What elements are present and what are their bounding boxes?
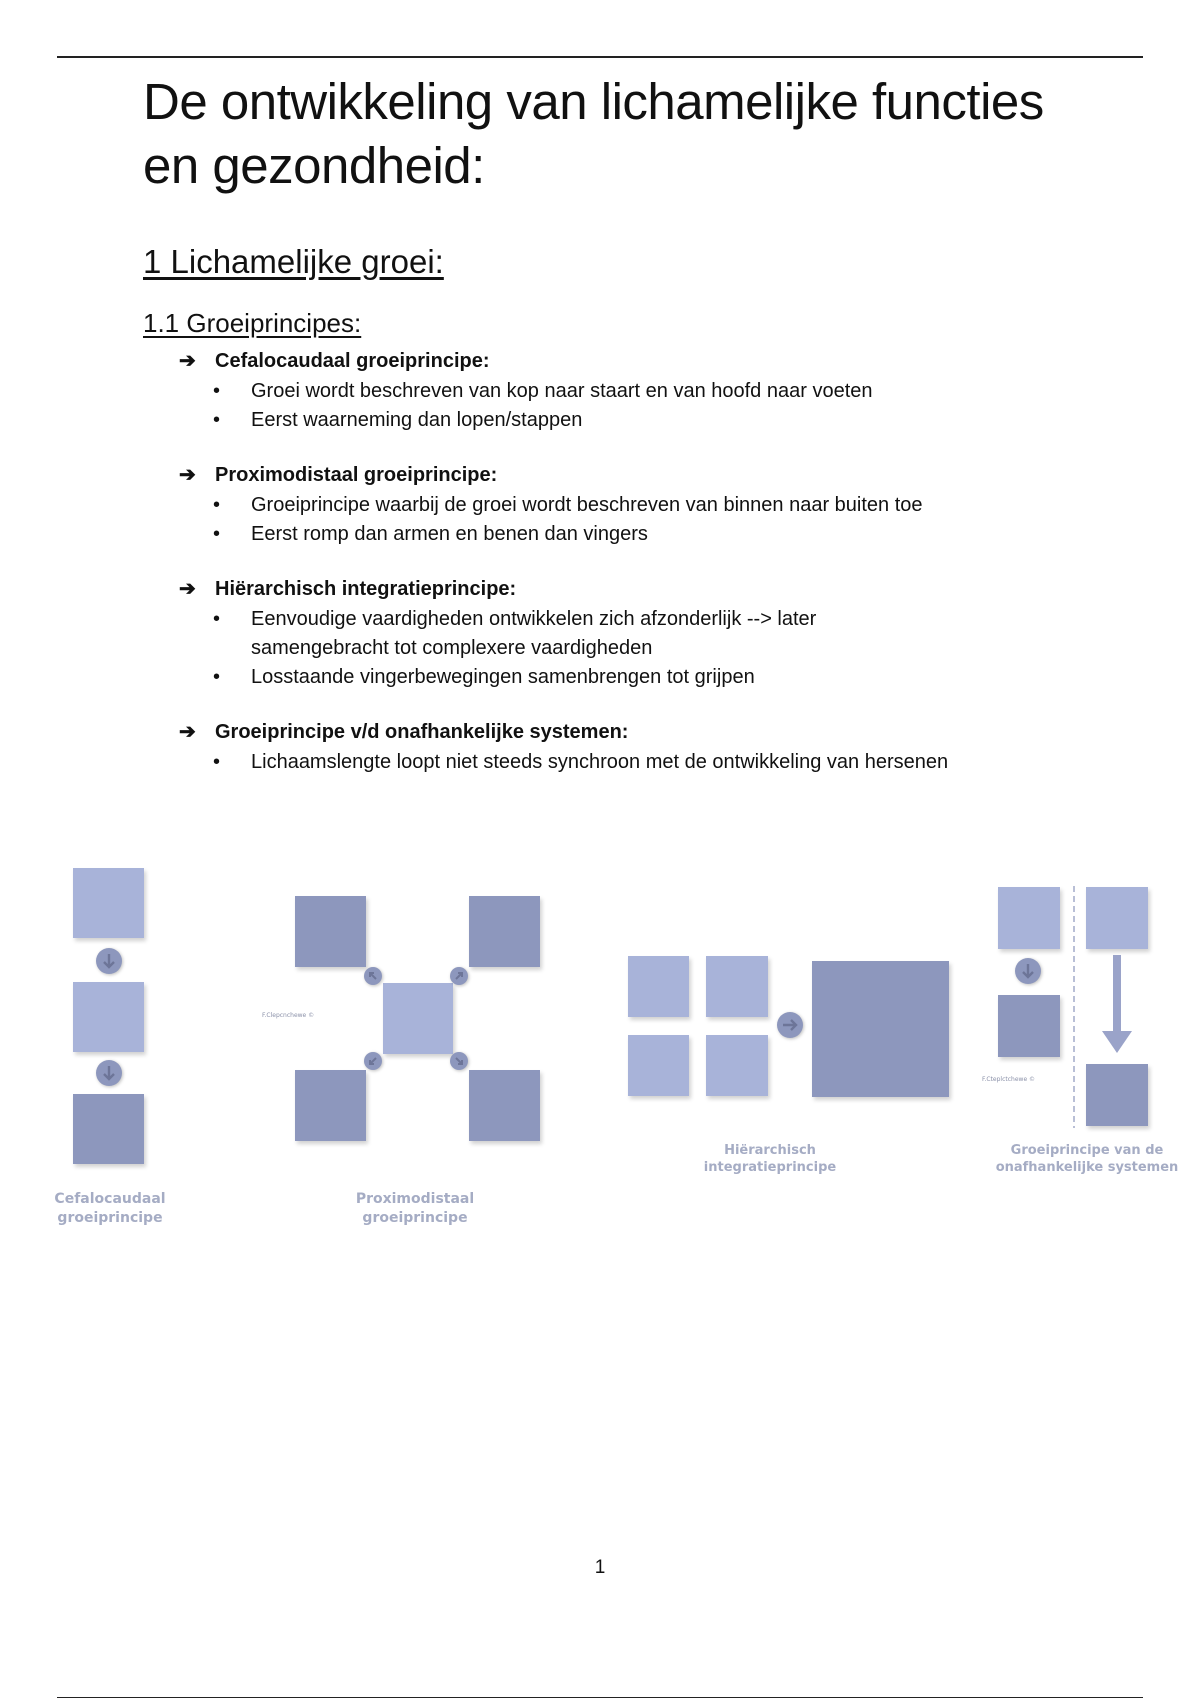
arrow-out-circle-icon [364,1052,382,1070]
square-center [383,983,453,1054]
square-body-length [1086,887,1148,949]
principle-title [179,576,1103,602]
square-feet [73,1094,144,1164]
figure-caption [982,1142,1192,1176]
arrow-icon: ➔ [179,721,196,743]
principles-list [143,348,1103,777]
principle-title [179,462,1103,488]
figure-cefalocaudaal [0,840,220,1240]
list-item: • Groei wordt beschreven van kop naar staart en van hoofd naar voeten [251,377,951,406]
bullet-list [179,377,1103,435]
principle-hierarchisch [179,576,1103,692]
arrow-out-circle-icon [450,967,468,985]
document-title: De ontwikkeling van lichamelijke functies en gezondheid: [143,73,1044,194]
principle-title-text: Groeiprincipe v/d onafhankelijke systemen: [215,721,629,743]
arrow-icon: ➔ [179,578,196,600]
figure-onafhankelijke-systemen [970,840,1200,1240]
page-number: 1 [594,1557,606,1578]
square-brain-grown [998,995,1060,1057]
bullet-list [179,748,1103,777]
principle-title-text: Proximodistaal groeiprincipe: [215,464,498,486]
bullet-list [179,605,1103,692]
square-combined [812,961,949,1097]
square-part [706,956,768,1017]
square-head [73,868,144,938]
copyright-note: F.Cteplctchewe © [982,1076,1036,1083]
caption-line: Groeiprincipe van de [1010,1143,1164,1158]
bullet-list [179,491,1103,549]
top-rule [57,56,1143,58]
square-top-right [469,896,540,967]
copyright-note: F.Clepcnchewe © [262,1012,315,1019]
principle-cefalocaudaal [179,348,1103,435]
caption-line: onafhankelijke systemen [995,1160,1179,1175]
arrow-down-circle-icon [96,1060,122,1086]
caption-line: Cefalocaudaal [54,1191,166,1207]
arrow-down-circle-icon [1015,958,1041,984]
figure-caption [30,1190,190,1228]
list-item: • Eenvoudige vaardigheden ontwikkelen zich afzonderlijk --> later samengebracht tot complexere vaardigheden [251,605,951,663]
list-item: • Groeiprincipe waarbij de groei wordt beschreven van binnen naar buiten toe [251,491,951,520]
square-brain [998,887,1060,949]
arrow-out-circle-icon [364,967,382,985]
list-item: • Losstaande vingerbewegingen samenbrengen tot grijpen [251,663,951,692]
divider-dashed [1072,886,1076,1128]
square-part [628,1035,689,1096]
principle-title-text: Hiërarchisch integratieprincipe: [215,578,517,600]
arrow-icon: ➔ [179,350,196,372]
principle-title-text: Cefalocaudaal groeiprincipe: [215,350,490,372]
bottom-rule [57,1697,1143,1698]
arrow-down-circle-icon [96,948,122,974]
arrow-out-circle-icon [450,1052,468,1070]
square-body [73,982,144,1052]
square-body-grown [1086,1064,1148,1126]
principle-proximodistaal [179,462,1103,549]
principle-title [179,719,1103,745]
square-bottom-right [469,1070,540,1141]
square-part [706,1035,768,1096]
principle-onafhankelijke-systemen [179,719,1103,777]
figure-proximodistaal [240,840,560,1240]
list-item: • Lichaamslengte loopt niet steeds synchroon met de ontwikkeling van hersenen [251,748,951,777]
figure-hierarchisch [620,840,960,1240]
arrow-right-circle-icon [777,1012,803,1038]
caption-line: Hiërarchisch [724,1143,816,1158]
subsection-heading: 1.1 Groeiprincipes: [143,308,362,338]
figure-caption [335,1190,495,1228]
long-arrow-down-icon [1097,955,1137,1055]
list-item: • Eerst romp dan armen en benen dan vingers [251,520,951,549]
caption-line: Proximodistaal [355,1191,475,1207]
list-item: • Eerst waarneming dan lopen/stappen [251,406,951,435]
growth-principles-figures [0,840,1200,1240]
figure-caption [690,1142,850,1176]
arrow-icon: ➔ [179,464,196,486]
square-bottom-left [295,1070,366,1141]
caption-line: groeiprincipe [362,1210,468,1226]
caption-line: groeiprincipe [57,1210,163,1226]
square-top-left [295,896,366,967]
square-part [628,956,689,1017]
section-heading: 1 Lichamelijke groei: [143,243,444,280]
caption-line: integratieprincipe [703,1160,837,1175]
document-body [143,70,1103,804]
principle-title [179,348,1103,374]
